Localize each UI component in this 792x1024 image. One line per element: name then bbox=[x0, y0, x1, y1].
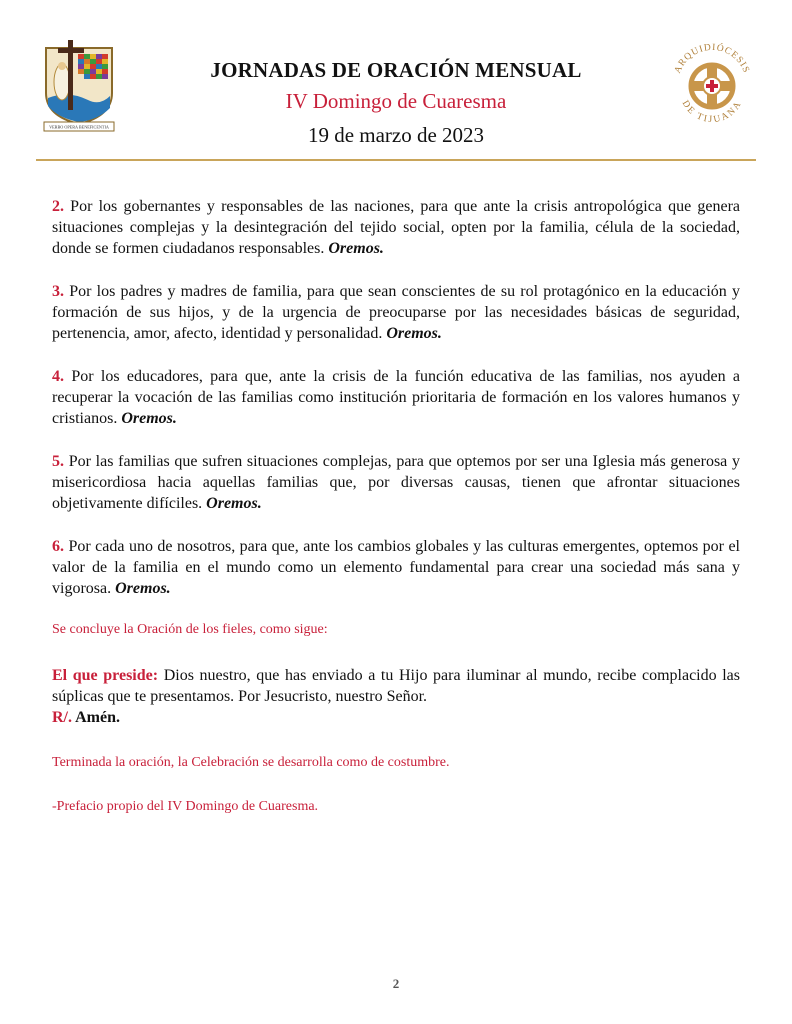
petition-item bbox=[52, 451, 740, 514]
shield-icon bbox=[38, 38, 120, 133]
petition-number: 3. bbox=[52, 283, 64, 300]
petition-number: 4. bbox=[52, 368, 64, 385]
page-number: 2 bbox=[392, 976, 400, 991]
presider-prayer bbox=[52, 665, 740, 707]
document-title: JORNADAS DE ORACIÓN MENSUAL bbox=[210, 58, 582, 82]
petition-item bbox=[52, 536, 740, 599]
petition-closing: Oremos. bbox=[121, 410, 177, 427]
response-text: Amén. bbox=[72, 709, 120, 726]
svg-text:VERBO OPERA BENEFICENTIA: VERBO OPERA BENEFICENTIA bbox=[49, 124, 109, 130]
seal-icon bbox=[668, 40, 756, 128]
document-subtitle: IV Domingo de Cuaresma bbox=[285, 89, 507, 113]
petition-item bbox=[52, 196, 740, 259]
svg-text:DE TIJUANA: DE TIJUANA bbox=[679, 98, 745, 126]
archdiocese-seal-logo bbox=[668, 40, 756, 128]
petition-item bbox=[52, 281, 740, 344]
document-date: 19 de marzo de 2023 bbox=[307, 123, 485, 147]
document-body bbox=[52, 196, 740, 816]
petition-text: Por cada uno de nosotros, para que, ante los cambios globales y las culturas emergentes, optemos por el valor de la familia en el mundo como un elemento fundamental para crear una sociedad más sana y vigorosa. bbox=[52, 538, 740, 597]
rubric-end: Terminada la oración, la Celebración se desarrolla como de costumbre. bbox=[52, 755, 450, 770]
petition-text: Por los padres y madres de familia, para que sean conscientes de su rol protagónico en la educación y formación de sus hijos, y de la urgencia de preocuparse por las necesidades básicas de seguridad, pertenencia, amor, afecto, identidad y personalidad. bbox=[52, 283, 740, 342]
presider-label: El que preside: bbox=[52, 667, 159, 684]
petition-number: 5. bbox=[52, 453, 64, 470]
petition-closing: Oremos. bbox=[328, 240, 384, 257]
petition-item bbox=[52, 366, 740, 429]
rubric-conclusion: Se concluye la Oración de los fieles, como sigue: bbox=[52, 622, 328, 637]
svg-text:ARQUIDIÓCESIS: ARQUIDIÓCESIS bbox=[672, 42, 752, 75]
petition-text: Por los gobernantes y responsables de las naciones, para que ante la crisis antropológica que genera situaciones complejas y la desintegración del tejido social, opten por la familia, célula de la sociedad, donde se formen ciudadanos responsables. bbox=[52, 198, 740, 257]
response-line bbox=[52, 707, 740, 728]
diocese-shield-logo bbox=[38, 38, 120, 133]
petition-number: 2. bbox=[52, 198, 64, 215]
petition-closing: Oremos. bbox=[115, 580, 171, 597]
petition-closing: Oremos. bbox=[206, 495, 262, 512]
response-label: R/. bbox=[52, 709, 72, 726]
petition-text: Por los educadores, para que, ante la crisis de la función educativa de las familias, nos ayuden a recuperar la vocación de las familias como institución prioritaria de formación en los valores humanos y cristianos. bbox=[52, 368, 740, 427]
presider-text: Dios nuestro, que has enviado a tu Hijo para iluminar al mundo, recibe complacido las súplicas que te presentamos. Por Jesucristo, nuestro Señor. bbox=[52, 667, 741, 705]
header-divider bbox=[36, 159, 756, 161]
rubric-preface: -Prefacio propio del IV Domingo de Cuaresma. bbox=[52, 799, 319, 814]
page-header bbox=[0, 0, 792, 165]
petition-text: Por las familias que sufren situaciones complejas, para que optemos por ser una Iglesia más generosa y misericordiosa hacia aquellas familias que, por diversas causas, tienen que afrontar situaciones objetivamente difíciles. bbox=[52, 453, 740, 512]
title-block bbox=[150, 56, 642, 150]
petition-closing: Oremos. bbox=[386, 325, 442, 342]
petition-number: 6. bbox=[52, 538, 64, 555]
